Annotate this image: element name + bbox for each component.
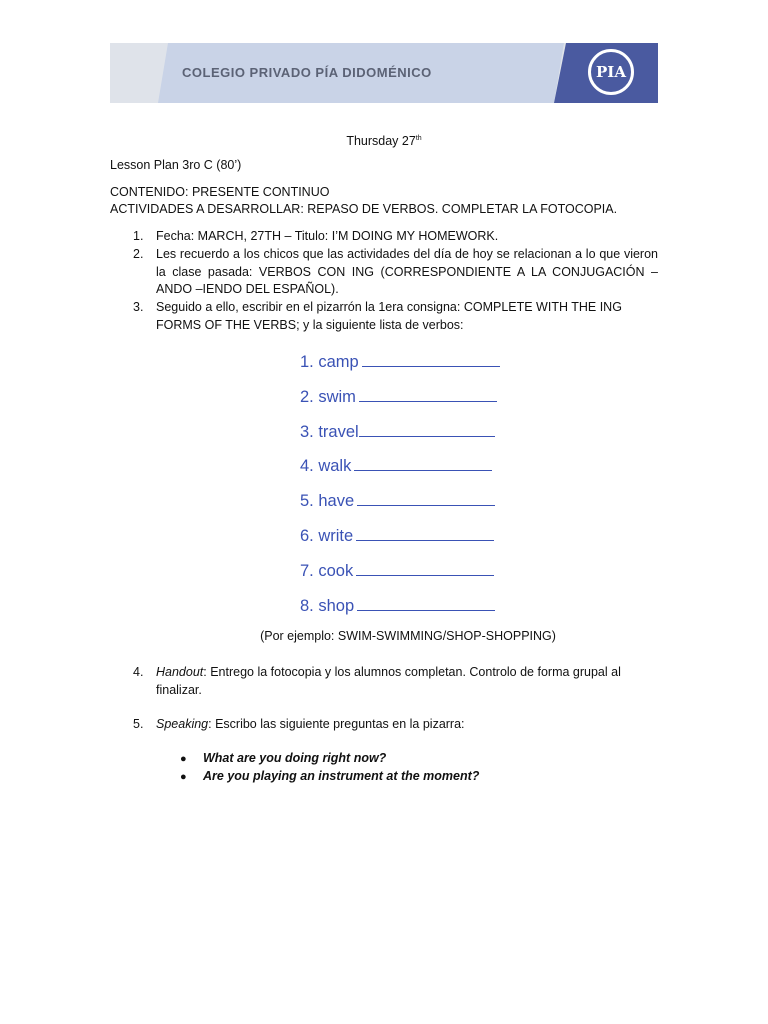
bullet-icon: ● xyxy=(180,753,187,765)
blank-line xyxy=(357,491,495,506)
question-item: Are you playing an instrument at the moment? xyxy=(203,769,480,783)
logo-text: PIA xyxy=(596,63,626,81)
blank-line xyxy=(356,526,494,541)
verb-item xyxy=(300,456,540,491)
verb-item xyxy=(300,596,540,631)
verb-label: 6. write xyxy=(300,526,354,545)
step-number: 5. xyxy=(133,717,144,731)
verb-label: 5. have xyxy=(300,492,355,511)
actividades-line: ACTIVIDADES A DESARROLLAR: REPASO DE VERBOS. COMPLETAR LA FOTOCOPIA. xyxy=(110,202,618,216)
step-4-body: : Entrego la fotocopia y los alumnos completan. Controlo de forma grupal al finalizar. xyxy=(156,665,621,697)
verb-label: 4. walk xyxy=(300,457,352,476)
date-suffix: th xyxy=(415,135,422,142)
header-banner xyxy=(110,43,658,103)
lesson-plan-title: Lesson Plan 3ro C (80’) xyxy=(110,158,242,172)
blank-line xyxy=(357,596,495,611)
verb-exercise xyxy=(300,352,540,630)
verb-label: 8. shop xyxy=(300,596,355,615)
step-3-text: Seguido a ello, escribir en el pizarrón la 1era consigna: COMPLETE WITH THE ING FORMS OF THE VERBS; y la siguiente lista de verbos: xyxy=(156,300,622,332)
blank-line xyxy=(359,387,497,402)
verb-item xyxy=(300,491,540,526)
step-4-text xyxy=(156,664,646,699)
blank-line xyxy=(354,456,492,471)
verb-label: 2. swim xyxy=(300,387,356,406)
step-5-text xyxy=(156,716,658,734)
step-number: 1. xyxy=(133,229,144,243)
verb-item xyxy=(300,352,540,387)
school-logo xyxy=(588,49,634,95)
verb-item xyxy=(300,387,540,422)
blank-line xyxy=(362,352,500,367)
step-number: 3. xyxy=(133,300,144,314)
verb-label: 3. travel xyxy=(300,422,359,441)
date-line xyxy=(110,130,658,151)
verb-label: 1. camp xyxy=(300,353,359,371)
step-number: 4. xyxy=(133,665,144,679)
verb-label: 7. cook xyxy=(300,561,354,580)
step-4-label: Handout xyxy=(156,665,204,679)
date-text: Thursday 27 xyxy=(346,134,416,149)
step-2-text: Les recuerdo a los chicos que las actividades del día de hoy se relacionan a lo que vieron la clase pasada: VERBOS CON ING (CORRESPONDIENTE A LA CONJUGACIÓN –ANDO –IENDO DEL ESPAÑOL). xyxy=(156,247,658,296)
step-number: 2. xyxy=(133,247,144,261)
verb-item xyxy=(300,526,540,561)
verb-item xyxy=(300,422,540,457)
blank-line xyxy=(359,422,495,437)
question-item: What are you doing right now? xyxy=(203,751,387,765)
verb-item xyxy=(300,561,540,596)
contenido-line: CONTENIDO: PRESENTE CONTINUO xyxy=(110,185,330,199)
step-5-label: Speaking xyxy=(156,717,209,731)
blank-line xyxy=(356,561,494,576)
bullet-icon: ● xyxy=(180,771,187,783)
step-1-text: Fecha: MARCH, 27TH – Titulo: I’M DOING MY HOMEWORK. xyxy=(156,229,499,243)
step-5-body: : Escribo las siguiente preguntas en la pizarra: xyxy=(208,717,465,731)
example-note: (Por ejemplo: SWIM-SWIMMING/SHOP-SHOPPING) xyxy=(260,629,556,643)
school-name: COLEGIO PRIVADO PÍA DIDOMÉNICO xyxy=(182,65,432,80)
